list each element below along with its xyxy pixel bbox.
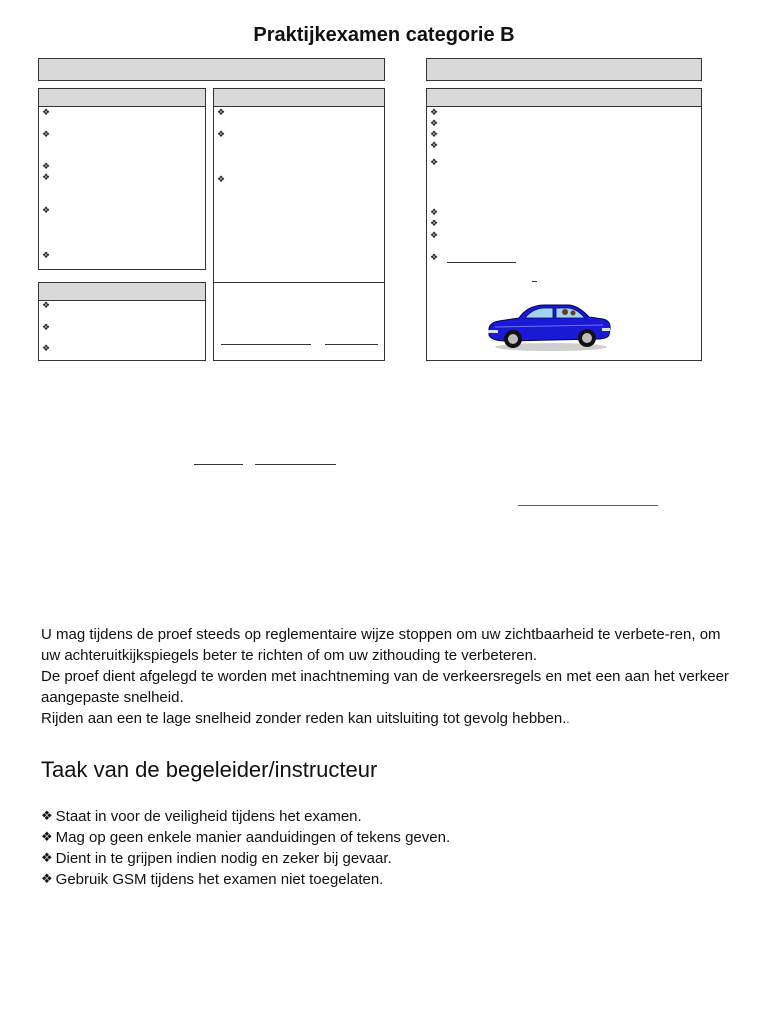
instruction-paragraph: U mag tijdens de proef steeds op reglementaire wijze stoppen om uw zichtbaarheid te verbete-ren, om uw achteruitkijkspiegels beter te richten of om uw zithouding te verbeteren.	[41, 626, 721, 664]
bullet-icon: ❖	[42, 130, 51, 140]
bullet-icon: ❖	[430, 208, 439, 218]
bullet-icon: ❖	[41, 851, 53, 866]
checklist-box-1-header	[39, 89, 205, 107]
list-item	[41, 869, 450, 890]
bullet-icon: ❖	[430, 130, 439, 140]
car-icon	[485, 297, 613, 353]
task-text: Gebruik GSM tijdens het examen niet toegelaten.	[55, 871, 384, 888]
link-underline[interactable]	[518, 505, 658, 506]
task-text: Dient in te grijpen indien nodig en zeker bij gevaar.	[55, 850, 392, 867]
page-title: Praktijkexamen categorie B	[253, 24, 515, 46]
bullet-icon: ❖	[42, 344, 51, 354]
signature-line	[221, 344, 311, 345]
list-item	[41, 848, 450, 869]
task-list	[41, 806, 450, 890]
bullet-icon: ❖	[217, 108, 226, 118]
task-text: Mag op geen enkele manier aanduidingen of tekens geven.	[55, 829, 451, 846]
checklist-box-2-header	[39, 283, 205, 301]
bullet-icon: ❖	[42, 206, 51, 216]
date-line	[325, 344, 378, 345]
list-item	[41, 806, 450, 827]
bullet-icon: ❖	[41, 872, 53, 887]
bullet-icon: ❖	[217, 175, 226, 185]
section-heading: Taak van de begeleider/instructeur	[41, 757, 378, 782]
bullet-icon: ❖	[42, 173, 51, 183]
bullet-icon: ❖	[430, 219, 439, 229]
instruction-paragraph: Rijden aan een te lage snelheid zonder reden kan uitsluiting tot gevolg hebben..	[41, 710, 570, 727]
checklist-box-3-header	[214, 89, 384, 107]
box-3-divider	[214, 282, 384, 283]
fill-in-line	[447, 262, 516, 263]
instructions-text	[41, 624, 731, 731]
left-section-header-bar	[38, 58, 385, 81]
bullet-icon: ❖	[430, 141, 439, 151]
checklist-box-2	[38, 282, 206, 361]
fill-in-line	[255, 464, 336, 465]
bullet-icon: ❖	[430, 158, 439, 168]
bullet-icon: ❖	[42, 251, 51, 261]
bullet-icon: ❖	[430, 108, 439, 118]
bullet-icon: ❖	[42, 323, 51, 333]
checklist-box-3	[213, 88, 385, 361]
bullet-icon: ❖	[430, 231, 439, 241]
checklist-box-1	[38, 88, 206, 270]
bullet-icon: ❖	[42, 301, 51, 311]
bullet-icon: ❖	[41, 830, 53, 845]
short-dash	[532, 281, 537, 282]
instruction-paragraph: De proef dient afgelegd te worden met inachtneming van de verkeersregels en met een aan het verkeer aangepaste snelheid.	[41, 668, 729, 706]
fill-in-line	[194, 464, 243, 465]
checklist-box-4	[426, 88, 702, 361]
bullet-icon: ❖	[430, 253, 439, 263]
bullet-icon: ❖	[42, 108, 51, 118]
task-text: Staat in voor de veiligheid tijdens het examen.	[55, 808, 362, 825]
bullet-icon: ❖	[217, 130, 226, 140]
bullet-icon: ❖	[41, 809, 53, 824]
bullet-icon: ❖	[42, 162, 51, 172]
list-item	[41, 827, 450, 848]
checklist-box-4-header	[427, 89, 701, 107]
bullet-icon: ❖	[430, 119, 439, 129]
right-section-header-bar	[426, 58, 702, 81]
